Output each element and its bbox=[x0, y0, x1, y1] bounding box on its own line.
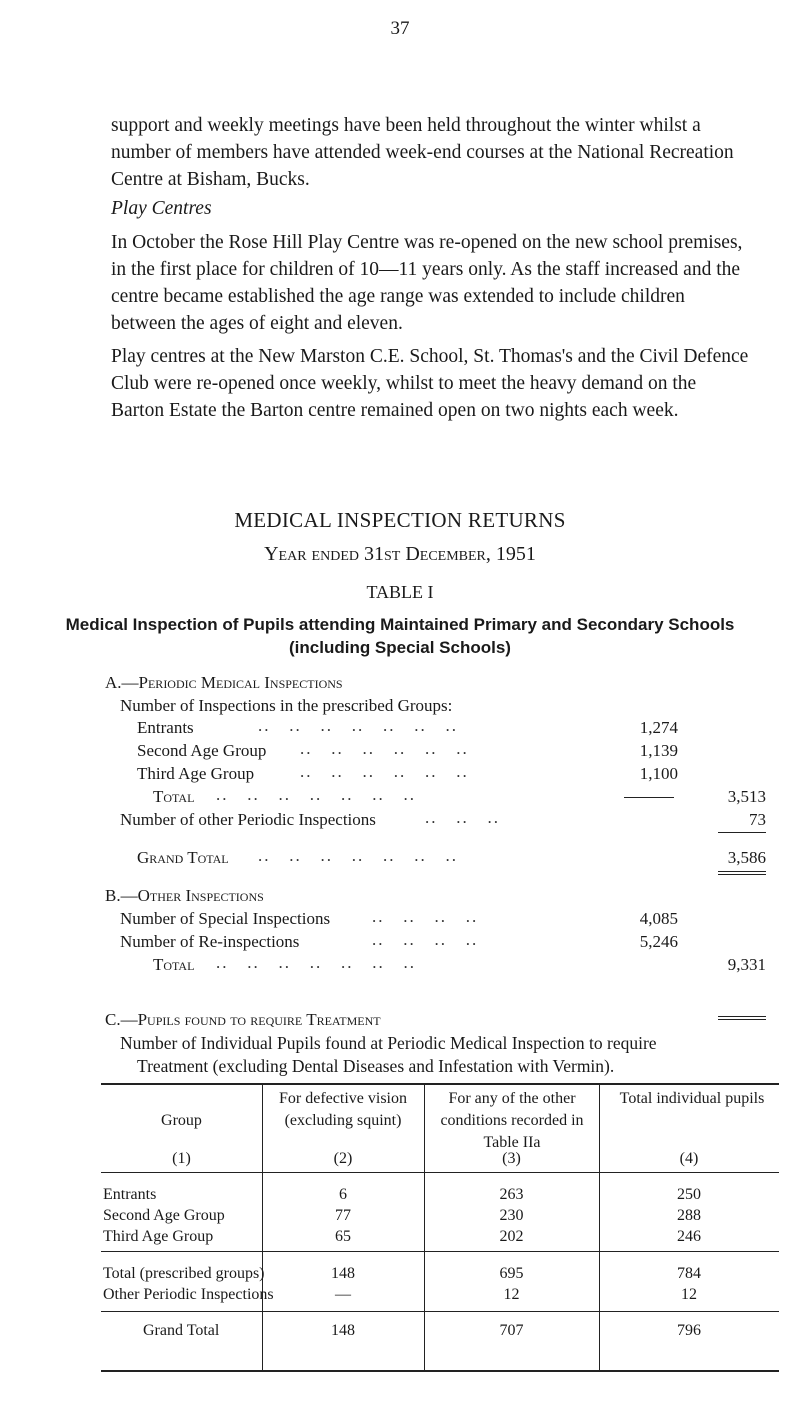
section-a-row-value: 1,274 bbox=[639, 718, 678, 737]
row-c4: 796 bbox=[677, 1322, 701, 1339]
rule bbox=[718, 874, 766, 875]
row-c2: 148 bbox=[331, 1265, 355, 1282]
row-c3: 202 bbox=[499, 1228, 524, 1245]
row-c2: 148 bbox=[331, 1322, 355, 1339]
leader-dots: .. .. .. .. .. .. .. bbox=[258, 716, 458, 735]
column-header: For any of the other conditions recorded in Table IIa bbox=[440, 1090, 584, 1151]
row-c4: 246 bbox=[677, 1228, 701, 1245]
section-b-row-value: 5,246 bbox=[639, 932, 678, 951]
play-centres-para-2: Play centres at the New Marston C.E. School, St. Thomas's and the Civil Defence Club were re-opened once weekly, whilst to meet the heavy demand on the Barton Estate the Barton centre remained open on two nights each week. bbox=[111, 346, 749, 421]
intro-paragraph: support and weekly meetings have been held throughout the winter whilst a number of members have attended week-end courses at the National Recreation Centre at Bisham, Bucks. bbox=[111, 115, 734, 190]
section-a-row-label: Third Age Group bbox=[137, 764, 255, 783]
row-c4: 288 bbox=[677, 1207, 701, 1224]
section-a-total-label: Total bbox=[153, 787, 195, 806]
leader-dots: .. .. .. .. bbox=[372, 907, 479, 926]
page-number: 37 bbox=[390, 18, 410, 39]
rule bbox=[718, 832, 766, 833]
section-b-total-label: Total bbox=[153, 955, 195, 974]
section-a-row-value: 1,100 bbox=[639, 764, 678, 783]
row-group: Total (prescribed groups) bbox=[103, 1265, 265, 1282]
table-rule bbox=[101, 1311, 779, 1312]
table-bottom-rule bbox=[101, 1370, 779, 1372]
row-c3: 230 bbox=[499, 1207, 524, 1224]
row-group: Other Periodic Inspections bbox=[103, 1286, 274, 1303]
returns-subtitle: Year ended 31st December, 1951 bbox=[264, 543, 536, 565]
leader-dots: .. .. .. .. bbox=[372, 930, 479, 949]
section-a-total-value: 3,513 bbox=[727, 787, 766, 806]
play-centres-heading: Play Centres bbox=[111, 198, 212, 219]
section-b-row-value: 4,085 bbox=[639, 909, 678, 928]
leader-dots: .. .. .. .. .. .. bbox=[300, 739, 469, 758]
returns-title: MEDICAL INSPECTION RETURNS bbox=[234, 508, 566, 532]
section-a-intro: Number of Inspections in the prescribed Groups: bbox=[120, 696, 453, 715]
grand-total-label: Grand Total bbox=[137, 848, 229, 867]
section-a-other-label: Number of other Periodic Inspections bbox=[120, 810, 376, 829]
leader-dots: .. .. .. .. .. .. .. bbox=[258, 846, 458, 865]
leader-dots: .. .. .. .. .. .. bbox=[300, 762, 469, 781]
table-header-rule bbox=[101, 1172, 779, 1173]
row-group: Second Age Group bbox=[103, 1207, 225, 1224]
section-a-row-label: Entrants bbox=[137, 718, 194, 737]
leader-dots: .. .. .. bbox=[425, 808, 500, 827]
leader-dots: .. .. .. .. .. .. .. bbox=[216, 785, 416, 804]
table-heading-line-1: Medical Inspection of Pupils attending Maintained Primary and Secondary Schools bbox=[65, 615, 735, 634]
row-c2: 77 bbox=[335, 1207, 351, 1224]
rule bbox=[718, 1016, 766, 1017]
section-a-row-value: 1,139 bbox=[639, 741, 678, 760]
section-c-title: C.—Pupils found to require Treatment bbox=[105, 1010, 381, 1029]
play-centres-para-1: In October the Rose Hill Play Centre was re-opened on the new school premises, in the first place for children of 10—11 years only. As the staff increased and the centre became established the age range was extended to include children between the ages of eight and eleven. bbox=[111, 232, 743, 334]
column-header: Total individual pupils bbox=[619, 1090, 765, 1107]
section-b-row-label: Number of Special Inspections bbox=[120, 909, 331, 928]
section-b-row-label: Number of Re-inspections bbox=[120, 932, 300, 951]
row-c4: 784 bbox=[677, 1265, 701, 1282]
row-c2: 65 bbox=[335, 1228, 351, 1245]
leader-dots: .. .. .. .. .. .. .. bbox=[216, 953, 416, 972]
rule bbox=[718, 1019, 766, 1020]
row-c2: — bbox=[335, 1286, 351, 1303]
row-c4: 250 bbox=[677, 1186, 701, 1203]
dash-rule bbox=[624, 797, 674, 798]
section-c-desc-1: Number of Individual Pupils found at Periodic Medical Inspection to require bbox=[120, 1033, 657, 1053]
table-label: TABLE I bbox=[366, 582, 434, 602]
row-group: Entrants bbox=[103, 1186, 157, 1203]
column-number: (1) bbox=[172, 1150, 191, 1167]
row-c3: 263 bbox=[499, 1186, 524, 1203]
column-number: (4) bbox=[679, 1150, 699, 1167]
grand-total-value: 3,586 bbox=[727, 848, 766, 867]
column-header: Group bbox=[161, 1112, 202, 1129]
column-header: For defective vision (excluding squint) bbox=[279, 1090, 407, 1129]
row-c3: 12 bbox=[503, 1286, 520, 1303]
table-heading-line-2: (including Special Schools) bbox=[289, 638, 511, 657]
table-top-rule bbox=[101, 1083, 779, 1085]
section-b-total-value: 9,331 bbox=[727, 955, 766, 974]
row-group: Grand Total bbox=[143, 1322, 220, 1339]
section-a-other-value: 73 bbox=[749, 810, 766, 829]
rule bbox=[718, 871, 766, 872]
row-c3: 695 bbox=[499, 1265, 524, 1282]
row-group: Third Age Group bbox=[103, 1228, 214, 1245]
row-c3: 707 bbox=[499, 1322, 524, 1339]
section-b-title: B.—Other Inspections bbox=[105, 886, 264, 905]
section-c-desc-2: Treatment (excluding Dental Diseases and Infestation with Vermin). bbox=[137, 1056, 615, 1076]
row-c2: 6 bbox=[339, 1186, 347, 1203]
section-a-row-label: Second Age Group bbox=[137, 741, 267, 760]
section-a-title: A.—Periodic Medical Inspections bbox=[105, 673, 343, 692]
column-number: (2) bbox=[333, 1150, 353, 1167]
row-c4: 12 bbox=[681, 1286, 697, 1303]
column-number: (3) bbox=[502, 1150, 521, 1167]
table-rule bbox=[101, 1251, 779, 1252]
